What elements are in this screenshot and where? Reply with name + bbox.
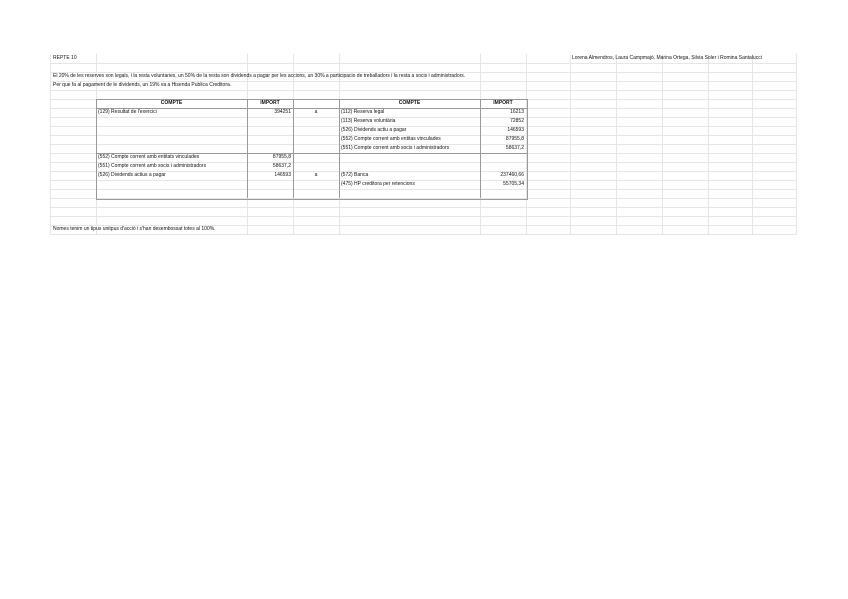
credit-account: (552) Compte corrent amb entitas vinculades xyxy=(341,136,441,142)
note-dividends: Per que fa al pagament de le dividends, un 19% va a Hisenda Publica Creditora. xyxy=(53,82,232,88)
footer-note: Nomes tenim un tipus unitpus d'acció i s'han desembossat totes al 100%. xyxy=(53,226,216,232)
note-reserves: El 20% de les reserves son legals, i la resta voluntaries, un 50% de la resta son dividends a pagar per les accions, un 30% a participacio de treballadors i la resta a socis i administradors. xyxy=(53,73,466,79)
credit-amount: 58637,2 xyxy=(505,145,524,151)
entry-separator: a xyxy=(314,172,318,178)
debit-account: (552) Compte corrent amb entitats vinculades xyxy=(98,154,200,160)
entry-separator: a xyxy=(314,109,318,115)
debit-amount: 58637,2 xyxy=(272,163,291,169)
authors-text: Lorena Almendros, Laura Campmajó, Marina Ortega, Silvia Soler i Romina Santalucci xyxy=(572,55,762,61)
credit-amount: 55705,34 xyxy=(503,181,524,187)
credit-account: (475) HP creditora per retencions xyxy=(341,181,415,187)
header-amount-left: IMPORT xyxy=(260,100,280,106)
header-account-right: COMPTE xyxy=(398,100,421,106)
credit-account: (113) Reserva voluntària xyxy=(341,118,396,124)
credit-amount: 237460,66 xyxy=(500,172,524,178)
header-account-left: COMPTE xyxy=(160,100,183,106)
credit-account: (112) Reserva legal xyxy=(341,109,385,115)
debit-account: (551) Compte corrent amb socis i administradors xyxy=(98,163,207,169)
debit-amount: 146593 xyxy=(274,172,291,178)
credit-amount: 87955,8 xyxy=(505,136,524,142)
debit-amount: 394251 xyxy=(274,109,291,115)
sheet-title: REPTE 10 xyxy=(53,55,77,61)
debit-amount: 87955,8 xyxy=(272,154,291,160)
credit-account: (551) Compte corrent amb socis i administradors xyxy=(341,145,450,151)
credit-amount: 72852 xyxy=(510,118,524,124)
credit-account: (526) Dividends actiu a pagar xyxy=(341,127,407,133)
credit-amount: 146593 xyxy=(507,127,524,133)
credit-amount: 16213 xyxy=(510,109,524,115)
credit-account: (572) Banca xyxy=(341,172,369,178)
debit-account: (129) Resultat de l'exercici xyxy=(98,109,157,115)
table-column-rule xyxy=(339,99,340,198)
debit-account: (526) Dividends actius a pagar xyxy=(98,172,166,178)
header-amount-right: IMPORT xyxy=(493,100,513,106)
